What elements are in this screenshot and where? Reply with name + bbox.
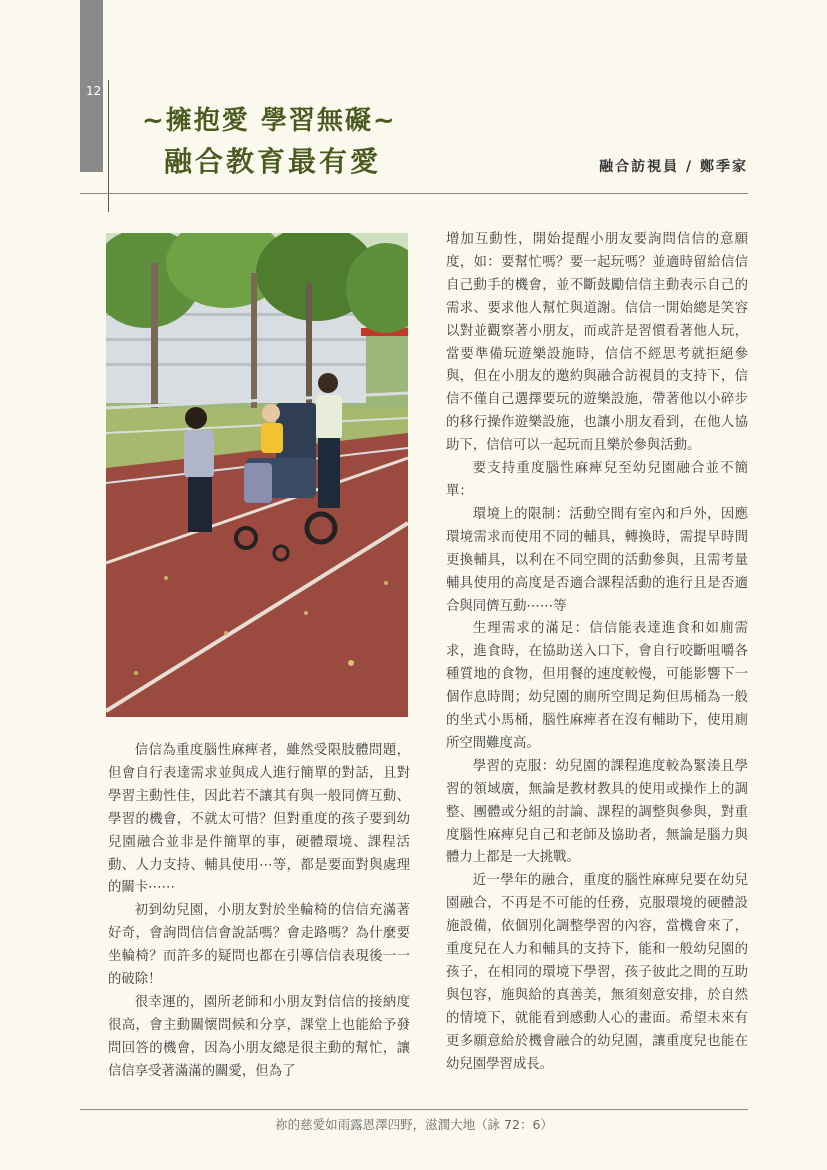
paragraph: 很幸運的，園所老師和小朋友對信信的接納度很高，會主動關懷問候和分享，課堂上也能給予發問回答的機會，因為小朋友總是很主動的幫忙，讓信信享受著滿滿的關愛，但為了: [108, 994, 410, 1079]
paragraph: 學習的克服：幼兒園的課程進度較為緊湊且學習的領域廣，無論是教材教具的使用或操作上的調整、團體或分組的討論、課程的調整與參與，對重度腦性麻痺兒自己和老師及協助者，無論是腦力與體力上都是一大挑戰。: [446, 758, 748, 866]
paragraph: 要支持重度腦性麻痺兒至幼兒園融合並不簡單：: [446, 461, 748, 499]
left-column: [108, 740, 410, 1084]
header-rule: [80, 193, 748, 194]
paragraph: 增加互動性，開始提醒小朋友要詢問信信的意願度，如：要幫忙嗎？要一起玩嗎？並適時留給信信自己動手的機會，並不斷鼓勵信信主動表示自己的需求、要求他人幫忙與道謝。信信一開始總是笑容以對並觀察著小朋友，而或許是習慣看著他人玩，當要準備玩遊樂設施時，信信不經思考就拒絕參與，但在小朋友的邀約與融合訪視員的支持下，信信不僅自己選擇要玩的遊樂設施，帶著他以小碎步的移行操作遊樂設施，也讓小朋友看到，在他人協助下，信信可以一起玩而且樂於參與活動。: [446, 232, 748, 454]
footer-rule: [80, 1109, 748, 1110]
author-byline: 融合訪視員 / 鄭季家: [599, 159, 748, 175]
article-title-line2: 融合教育最有愛: [164, 145, 382, 178]
paragraph: 信信為重度腦性麻痺者，雖然受限肢體問題，但會自行表達需求並與成人進行簡單的對話，且對學習主動性佳，因此若不讓其有與一般同儕互動、學習的機會，不就太可惜？但對重度的孩子要到幼兒園融合並非是件簡單的事，硬體環境、課程活動、人力支持、輔具使用⋯等，都是要面對與處理的關卡⋯⋯: [108, 743, 410, 896]
footer-verse: 祢的慈愛如雨露恩澤四野，滋潤大地（詠 72：6）: [275, 1117, 553, 1132]
paragraph: 近一學年的融合，重度的腦性麻痺兒要在幼兒園融合，不再是不可能的任務，克服環境的硬體設施設備，依個別化調整學習的內容，當機會來了，重度兒在人力和輔具的支持下，能和一般幼兒園的孩子，在相同的環境下學習，孩子彼此之間的互助與包容，施與給的真善美，無須刻意安排，於自然的情境下，就能看到感動人心的畫面。希望未來有更多願意給於機會融合的幼兒園，讓重度兒也能在幼兒園學習成長。: [446, 873, 748, 1072]
article-title-line1: ~擁抱愛 學習無礙~: [142, 106, 397, 136]
right-column: [446, 229, 748, 1077]
paragraph: 生理需求的滿足：信信能表達進食和如廁需求，進食時，在協助送入口下，會自行咬斷咀嚼各種質地的食物，但用餐的速度較慢，可能影響下一個作息時間；幼兒園的廁所空間足夠但馬桶為一般的坐式小馬桶，腦性麻痺者在沒有輔助下，使用廁所空間難度高。: [446, 621, 748, 751]
paragraph: 初到幼兒園，小朋友對於坐輪椅的信信充滿著好奇，會詢問信信會說話嗎？會走路嗎？為什麼要坐輪椅？而許多的疑問也都在引導信信表現後一一的破除！: [108, 903, 410, 988]
article-photo: [106, 233, 408, 717]
page-number: 12: [86, 84, 102, 98]
paragraph: 環境上的限制：活動空間有室內和戶外，因應環境需求而使用不同的輔具，轉換時，需提早時間更換輔具，以利在不同空間的活動參與，且需考量輔具使用的高度是否適合課程活動的進行且是否適合與同儕互動⋯⋯等: [446, 506, 748, 614]
